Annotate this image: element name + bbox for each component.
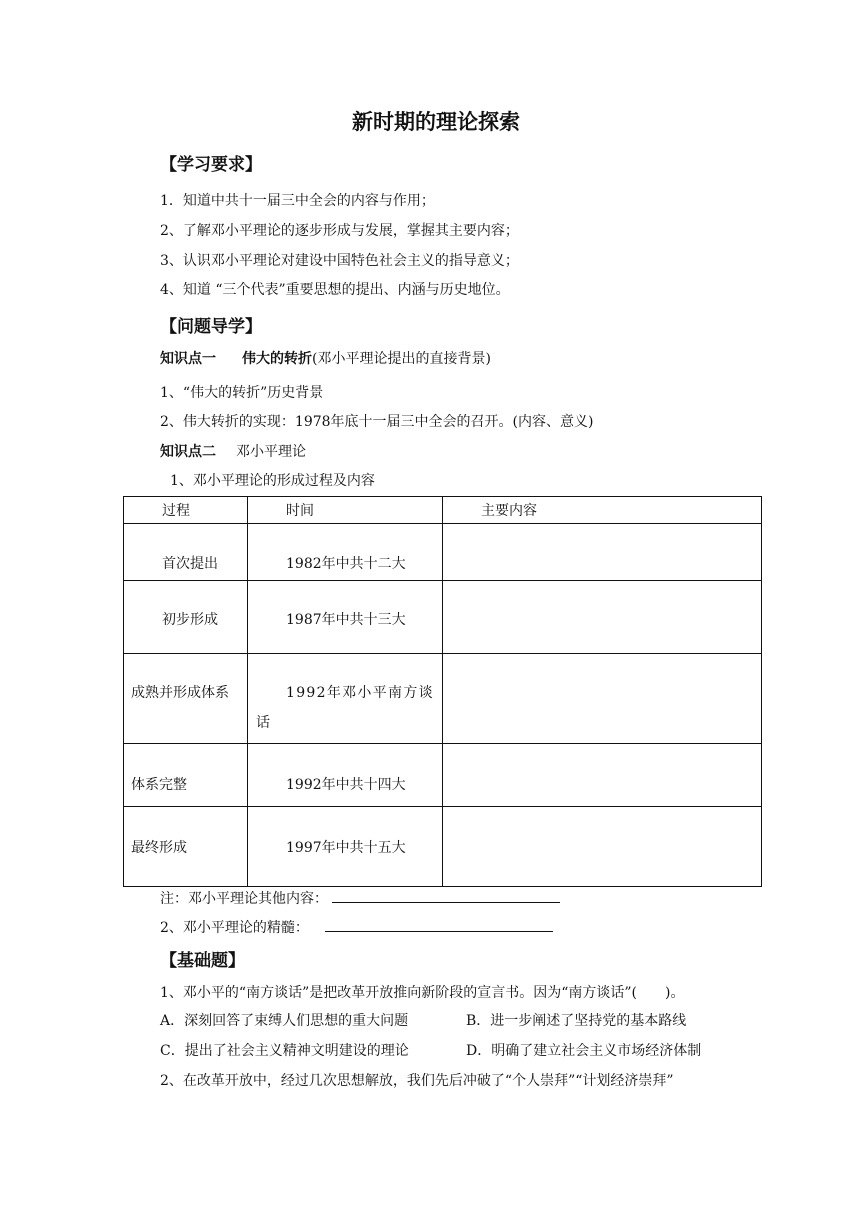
question-stem: 1、邓小平的“南方谈话”是把改革开放推向新阶段的宣言书。因为“南方谈话”( )。 bbox=[160, 985, 685, 1001]
stage-cell: 初步形成 bbox=[124, 581, 248, 654]
table-header-row bbox=[124, 497, 762, 524]
time-cell: 1992年邓小平南方谈 话 bbox=[248, 654, 443, 744]
content-cell bbox=[443, 807, 762, 887]
note-essence: 2、邓小平理论的精髓： bbox=[160, 917, 553, 937]
guide-heading: 【问题导学】 bbox=[160, 317, 262, 337]
kp2-name: 邓小平理论 bbox=[236, 444, 306, 460]
requirement-item: 4、知道 “三个代表”重要思想的提出、内涵与历史地位。 bbox=[160, 282, 510, 298]
stage-cell: 体系完整 bbox=[124, 744, 248, 807]
stage-cell: 首次提出 bbox=[124, 524, 248, 581]
header-cell: 过程 bbox=[124, 497, 248, 524]
knowledge-point-2 bbox=[160, 441, 306, 461]
requirement-item: 1．知道中共十一届三中全会的内容与作用； bbox=[160, 193, 435, 209]
content-cell bbox=[443, 654, 762, 744]
table-row bbox=[124, 807, 762, 887]
table-row bbox=[124, 744, 762, 807]
kp1-item: 2、伟大转折的实现：1978年底十一届三中全会的召开。(内容、意义) bbox=[160, 414, 594, 430]
header-cell: 主要内容 bbox=[443, 497, 762, 524]
table-row bbox=[124, 524, 762, 581]
knowledge-point-1 bbox=[160, 348, 491, 368]
question-stem: 2、在改革开放中，经过几次思想解放，我们先后冲破了“个人崇拜”“计划经济崇拜” bbox=[160, 1073, 674, 1089]
requirement-item: 2、了解邓小平理论的逐步形成与发展，掌握其主要内容； bbox=[160, 223, 519, 239]
kp1-note: (邓小平理论提出的直接背景) bbox=[312, 351, 491, 367]
blank-line[interactable] bbox=[325, 917, 553, 932]
time-cell: 1997年中共十五大 bbox=[248, 807, 443, 887]
table-row bbox=[124, 654, 762, 744]
option-b: B．进一步阐述了坚持党的基本路线 bbox=[466, 1013, 687, 1029]
table-row bbox=[124, 581, 762, 654]
formation-table bbox=[123, 496, 762, 887]
header-cell: 时间 bbox=[248, 497, 443, 524]
time-cell: 1987年中共十三大 bbox=[248, 581, 443, 654]
stage-cell: 成熟并形成体系 bbox=[124, 654, 248, 744]
basic-heading: 【基础题】 bbox=[160, 951, 245, 971]
blank-line[interactable] bbox=[332, 888, 560, 903]
stage-cell: 最终形成 bbox=[124, 807, 248, 887]
kp1-label: 知识点一 bbox=[160, 351, 216, 367]
content-cell bbox=[443, 524, 762, 581]
kp1-name: 伟大的转折 bbox=[242, 351, 312, 367]
time-cell: 1982年中共十二大 bbox=[248, 524, 443, 581]
note-other-content: 注：邓小平理论其他内容： bbox=[160, 888, 560, 908]
kp2-item: 1、邓小平理论的形成过程及内容 bbox=[170, 473, 375, 489]
requirement-item: 3、认识邓小平理论对建设中国特色社会主义的指导意义； bbox=[160, 253, 519, 269]
kp2-label: 知识点二 bbox=[160, 444, 216, 460]
page-title: 新时期的理论探索 bbox=[352, 110, 520, 134]
option-c: C．提出了社会主义精神文明建设的理论 bbox=[160, 1043, 409, 1059]
requirements-heading: 【学习要求】 bbox=[160, 155, 262, 175]
time-cell: 1992年中共十四大 bbox=[248, 744, 443, 807]
content-cell bbox=[443, 581, 762, 654]
kp1-item: 1、“伟大的转折”历史背景 bbox=[160, 385, 324, 401]
content-cell bbox=[443, 744, 762, 807]
option-d: D．明确了建立社会主义市场经济体制 bbox=[466, 1043, 702, 1059]
option-a: A．深刻回答了束缚人们思想的重大问题 bbox=[160, 1013, 409, 1029]
